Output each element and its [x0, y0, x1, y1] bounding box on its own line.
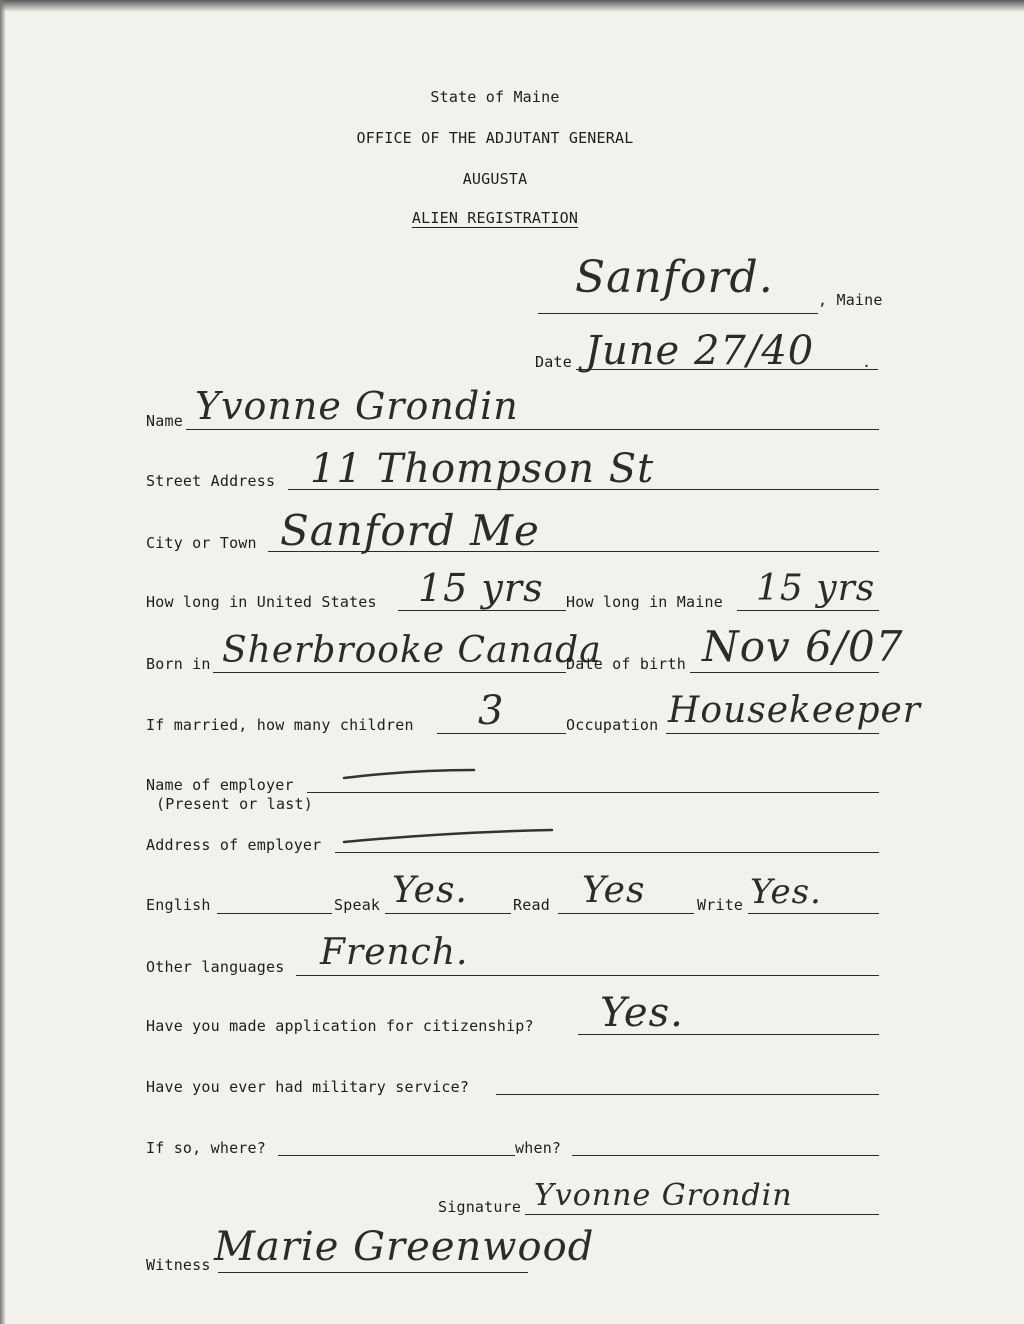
born-in-line	[213, 672, 566, 673]
city-handwriting: Sanford Me	[280, 506, 540, 555]
citizenship-handwriting: Yes.	[600, 990, 684, 1036]
occupation-label: Occupation	[566, 716, 659, 734]
read-line	[558, 913, 694, 914]
town-line	[538, 313, 818, 314]
name-line	[186, 429, 879, 430]
speak-label: Speak	[334, 896, 381, 914]
employer-address-dash-mark	[340, 822, 560, 846]
header-city: AUGUSTA	[462, 170, 528, 188]
employer-name-line	[307, 792, 879, 793]
date-of-birth-label: Date of birth	[566, 655, 686, 673]
read-label: Read	[513, 896, 550, 914]
name-handwriting: Yvonne Grondin	[195, 384, 519, 428]
read-handwriting: Yes	[582, 870, 646, 911]
how-long-maine-label: How long in Maine	[566, 593, 723, 611]
witness-label: Witness	[146, 1256, 211, 1274]
header-office: OFFICE OF THE ADJUTANT GENERAL	[356, 129, 634, 147]
witness-line	[218, 1272, 528, 1273]
how-long-us-label: How long in United States	[146, 593, 377, 611]
employer-address-line	[335, 852, 879, 853]
maine-label: , Maine	[818, 291, 883, 309]
town-handwriting: Sanford.	[575, 252, 774, 303]
how-long-maine-handwriting: 15 yrs	[756, 568, 876, 609]
born-in-handwriting: Sherbrooke Canada	[222, 630, 602, 671]
city-label: City or Town	[146, 534, 257, 552]
military-line	[496, 1094, 879, 1095]
how-long-us-line	[398, 610, 566, 611]
speak-handwriting: Yes.	[392, 870, 468, 911]
signature-label: Signature	[438, 1198, 522, 1216]
other-languages-line	[296, 975, 879, 976]
scan-edge-top	[0, 0, 1024, 12]
english-label: English	[146, 896, 211, 914]
when-label: when?	[515, 1139, 562, 1157]
where-line	[278, 1155, 515, 1156]
other-languages-handwriting: French.	[320, 932, 469, 973]
employer-note: (Present or last)	[156, 795, 313, 813]
date-period: .	[862, 353, 872, 371]
occupation-line	[666, 733, 879, 734]
born-in-label: Born in	[146, 655, 211, 673]
write-label: Write	[697, 896, 744, 914]
speak-line	[385, 913, 511, 914]
if-so-where-label: If so, where?	[146, 1139, 266, 1157]
english-line	[217, 913, 332, 914]
employer-address-label: Address of employer	[146, 836, 322, 854]
name-label: Name	[146, 412, 183, 430]
military-label: Have you ever had military service?	[146, 1078, 470, 1096]
occupation-handwriting: Housekeeper	[668, 690, 922, 731]
employer-name-dash-mark	[340, 764, 490, 784]
write-handwriting: Yes.	[750, 872, 822, 912]
date-label: Date	[535, 353, 572, 371]
when-line	[572, 1155, 879, 1156]
how-long-maine-line	[737, 610, 879, 611]
date-of-birth-handwriting: Nov 6/07	[702, 622, 904, 671]
employer-name-label: Name of employer	[146, 776, 294, 794]
scan-edge-left	[0, 0, 6, 1324]
write-line	[748, 913, 879, 914]
street-address-handwriting: 11 Thompson St	[310, 446, 655, 492]
signature-handwriting: Yvonne Grondin	[534, 1178, 793, 1213]
children-handwriting: 3	[478, 688, 505, 734]
other-languages-label: Other languages	[146, 958, 285, 976]
how-long-us-handwriting: 15 yrs	[418, 566, 544, 610]
signature-line	[525, 1214, 879, 1215]
street-address-label: Street Address	[146, 472, 276, 490]
date-handwriting: June 27/40	[585, 328, 815, 374]
header-state: State of Maine	[430, 88, 560, 106]
date-of-birth-line	[690, 672, 879, 673]
children-label: If married, how many children	[146, 716, 414, 734]
citizenship-label: Have you made application for citizenship?	[146, 1017, 534, 1035]
form-title: ALIEN REGISTRATION	[411, 209, 579, 227]
witness-handwriting: Marie Greenwood	[214, 1224, 595, 1270]
